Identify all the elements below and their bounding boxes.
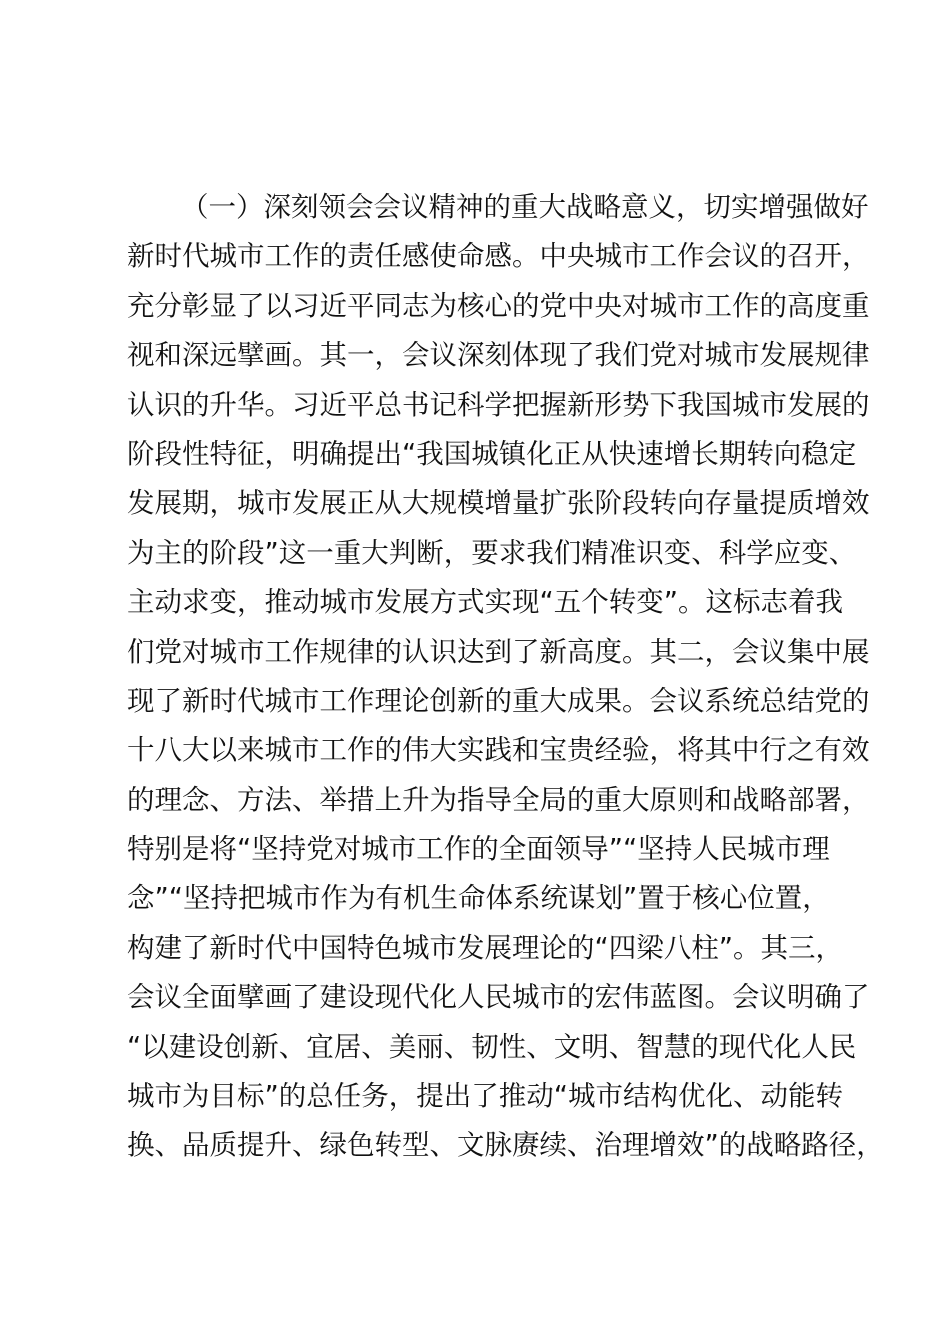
paragraph-line: 城市为目标”的总任务，提出了推动“城市结构优化、动能转: [127, 1080, 843, 1113]
paragraph-line: “以建设创新、宜居、美丽、韧性、文明、智慧的现代化人民: [127, 1030, 857, 1063]
paragraph-line: 主动求变，推动城市发展方式实现“五个转变”。这标志着我: [127, 586, 843, 619]
paragraph-line: 阶段性特征，明确提出“我国城镇化正从快速增长期转向稳定: [127, 437, 857, 470]
paragraph-line: 构建了新时代中国特色城市发展理论的“四梁八柱”。其三，: [127, 931, 843, 964]
paragraph-line: 换、品质提升、绿色转型、文脉赓续、治理增效”的战略路径，: [127, 1129, 884, 1162]
paragraph-line: 新时代城市工作的责任感使命感。中央城市工作会议的召开，: [127, 240, 870, 273]
paragraph-line: 的理念、方法、举措上升为指导全局的重大原则和战略部署，: [127, 783, 870, 816]
paragraph-line: 现了新时代城市工作理论创新的重大成果。会议系统总结党的: [127, 684, 870, 717]
paragraph-line: 认识的升华。习近平总书记科学把握新形势下我国城市发展的: [127, 388, 870, 421]
paragraph-line: 念”“坚持把城市作为有机生命体系统谋划”置于核心位置，: [127, 882, 830, 915]
paragraph-line: 为主的阶段”这一重大判断，要求我们精准识变、科学应变、: [127, 536, 857, 569]
paragraph-line: 十八大以来城市工作的伟大实践和宝贵经验，将其中行之有效: [127, 734, 870, 767]
paragraph-line: 发展期，城市发展正从大规模增量扩张阶段转向存量提质增效: [127, 487, 870, 520]
paragraph-line: （一）深刻领会会议精神的重大战略意义，切实增强做好: [181, 191, 869, 223]
paragraph-line: 们党对城市工作规律的认识达到了新高度。其二，会议集中展: [127, 635, 870, 668]
paragraph-line: 特别是将“坚持党对城市工作的全面领导”“坚持人民城市理: [127, 833, 830, 866]
paragraph-line: 视和深远擘画。其一，会议深刻体现了我们党对城市发展规律: [127, 339, 870, 372]
paragraph-line: 充分彰显了以习近平同志为核心的党中央对城市工作的高度重: [127, 289, 870, 322]
body-paragraph: [127, 183, 884, 1171]
paragraph-line: 会议全面擘画了建设现代化人民城市的宏伟蓝图。会议明确了: [127, 981, 870, 1014]
